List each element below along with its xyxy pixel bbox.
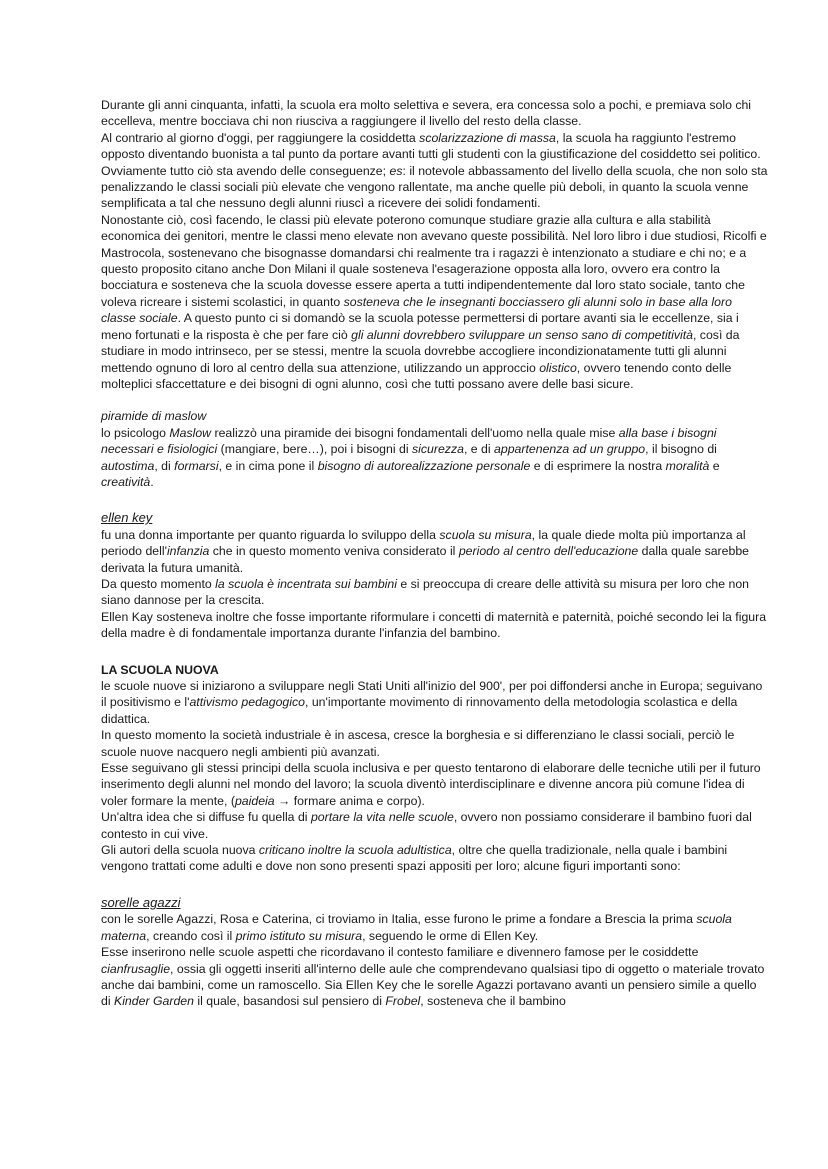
- italic-text-run: infanzia: [166, 544, 210, 559]
- italic-text-run: la scuola è incentrata sui bambini: [215, 576, 397, 591]
- text-run: , un'importante movimento di rinnovamento della metodologia scolastica e della didattica.: [101, 695, 738, 726]
- paragraph: [101, 678, 768, 727]
- text-run: lo psicologo: [101, 425, 170, 440]
- text-run: Gli autori della scuola nuova: [101, 843, 259, 858]
- italic-text-run: scuola su misura: [439, 527, 532, 542]
- text-run: , e in cima pone il: [218, 458, 318, 473]
- italic-text-run: scolarizzazione di massa: [419, 130, 556, 145]
- paragraph: [101, 609, 768, 642]
- italic-text-run: cianfrusaglie: [101, 961, 171, 976]
- text-run: le scuole nuove si iniziarono a sviluppare negli Stati Uniti all'inizio del 900', per poi diffondersi anche in Europa; seguivano il positivismo e l': [101, 679, 763, 710]
- section-heading-ellen-key: ellen key: [101, 510, 153, 526]
- text-run: , ovvero non possiamo considerare il bambino fuori dal contesto in cui vive.: [101, 810, 752, 841]
- text-run: Nonostante ciò, così facendo, le classi più elevate poterono comunque studiare grazie alla cultura e alla stabilità economica dei genitori, mentre le classi meno elevate non avevano queste possibilità. Nel loro libro i due studiosi, Ricolfi e Mastrocola, sostenevano che bisognasse domandarsi chi realmente tra i ragazzi è intenzionato a studiare e chi no; e a questo proposito citano anche Don Milani il quale sosteneva l'esagerazione opposta alla loro, ovvero era contro la bocciatura e sosteneva che la scuola dovesse essere aperta a tutti indipendentemente dal loro stato sociale, tanto che voleva ricreare i sistemi scolastici, in quanto: [101, 212, 767, 309]
- text-run: dalla quale sarebbe derivata la futura umanità.: [101, 544, 750, 575]
- italic-text-run: formarsi: [174, 458, 219, 473]
- text-run: Durante gli anni cinquanta, infatti, la scuola era molto selettiva e severa, era concessa solo a pochi, e premiava solo chi eccelleva, mentre bocciava chi non riusciva a raggiungere il livello del resto della classe.: [101, 98, 752, 129]
- spacer: [101, 490, 768, 510]
- paragraph: [101, 527, 768, 576]
- italic-text-run: criticano inoltre la scuola adultistica: [258, 843, 452, 858]
- text-run: fu una donna importante per quanto riguarda lo sviluppo della: [101, 527, 440, 542]
- text-run: , e di: [463, 442, 495, 457]
- paragraph: [101, 944, 768, 1010]
- paragraph: [101, 97, 768, 130]
- section-heading-scuola-nuova: LA SCUOLA NUOVA: [101, 662, 219, 677]
- paragraph: [101, 727, 768, 760]
- text-run: , così da studiare in modo intrinseco, per se stessi, mentre la scuola dovrebbe accogliere incondizionatamente tutti gli alunni mettendo ognuno di loro al centro della sua attenzione, utilizzando un approccio: [101, 327, 740, 375]
- text-run: , oltre che quella tradizionale, nella quale i bambini vengono trattati come adulti e dove non sono presenti spazi appositi per loro; alcune figuri importanti sono:: [101, 843, 728, 874]
- text-run: e si preoccupa di creare delle attività su misura per loro che non siano dannose per la crescita.: [101, 576, 749, 608]
- paragraph: [101, 842, 768, 875]
- paragraph: [101, 425, 768, 491]
- paragraph: [101, 760, 768, 809]
- italic-text-run: autostima: [101, 458, 155, 473]
- italic-text-run: attivismo pedagogico: [189, 695, 305, 710]
- italic-text-run: paideia: [234, 793, 275, 808]
- paragraph: [101, 576, 768, 609]
- italic-text-run: portare la vita nelle scuole: [310, 810, 454, 825]
- text-run: (mangiare, bere…), poi i bisogni di: [217, 442, 412, 457]
- text-run: , sosteneva che il bambino: [420, 994, 566, 1009]
- text-run: , il bisogno di: [645, 442, 717, 457]
- italic-text-run: gli alunni dovrebbero sviluppare un senso sano di competitività: [351, 327, 693, 342]
- paragraph: [101, 130, 768, 212]
- italic-text-run: Kinder Garden: [114, 994, 194, 1009]
- text-run: : il notevole abbassamento del livello della scuola, che non solo sta penalizzando le classi sociali più elevate che vengono rallentate, ma anche quelle più deboli, in quanto la scuola venne semplificata a tal che nessuno degli alunni riuscì a ricevere dei solidi fondamenti.: [101, 163, 768, 211]
- text-run: → formare anima e corpo).: [274, 793, 425, 808]
- text-run: Ellen Kay sosteneva inoltre che fosse importante riformulare i concetti di maternità e paternità, poiché secondo lei la figura della madre è di fondamentale importanza durante l'infanzia del bambino.: [101, 609, 767, 641]
- text-run: Da questo momento: [101, 576, 216, 591]
- text-run: In questo momento la società industriale è in ascesa, cresce la borghesia e si differenziano le classi sociali, perciò le scuole nuove nacquero negli ambienti più avanzati.: [101, 728, 735, 759]
- italic-text-run: primo istituto su misura: [235, 928, 363, 943]
- text-run: Un'altra idea che si diffuse fu quella di: [101, 810, 311, 825]
- text-run: , la quale diede molta più importanza al periodo dell': [101, 527, 746, 559]
- text-run: Al contrario al giorno d'oggi, per raggiungere la cosiddetta: [101, 130, 420, 145]
- italic-text-run: moralità: [665, 458, 710, 473]
- text-run: , ossia gli oggetti inseriti all'interno delle aule che comprendevano qualsiasi tipo di oggetto o materiale trovato anche dai bambini, come un ramoscello. Sia Ellen Key che le sorelle Agazzi portavano avanti un pensiero simile a quello di: [101, 961, 765, 1009]
- paragraph: [101, 809, 768, 842]
- italic-text-run: sosteneva che le insegnanti bocciassero gli alunni solo in base alla loro classe sociale: [101, 294, 732, 326]
- italic-text-run: periodo al centro dell'educazione: [458, 544, 639, 559]
- text-run: il quale, basandosi sul pensiero di: [193, 994, 386, 1009]
- paragraph: [101, 212, 768, 392]
- text-run: , ovvero tenendo conto delle molteplici sfaccettature e dei bisogni di ogni alunno, così che tutti possano avere delle basi sicure.: [101, 360, 732, 391]
- text-run: , la scuola ha raggiunto l'estremo opposto diventando buonista a tal punto da portare avanti tutti gli studenti con la giustificazione del cosiddetto sei politico. Ovviamente tutto ciò sta avendo delle conseguenze;: [101, 130, 761, 178]
- text-run: e di esprimere la nostra: [530, 458, 666, 473]
- italic-text-run: alla base i bisogni necessari e fisiologici: [101, 425, 717, 457]
- italic-text-run: Maslow: [169, 425, 212, 440]
- italic-text-run: scuola materna: [101, 912, 732, 943]
- spacer: [101, 875, 768, 895]
- text-run: Esse inserirono nelle scuole aspetti che ricordavano il contesto familiare e divennero famose per le cosiddette: [101, 945, 699, 960]
- section-heading-maslow: piramide di maslow: [101, 409, 207, 424]
- italic-text-run: creatività: [101, 474, 151, 489]
- text-run: con le sorelle Agazzi, Rosa e Caterina, ci troviamo in Italia, esse furono le prime a fondare a Brescia la prima: [101, 912, 697, 927]
- text-run: . A questo punto ci si domandò se la scuola potesse permettersi di portare avanti sia le eccellenze, sia i meno fortunati e la risposta è che per fare ciò: [101, 311, 739, 342]
- text-run: , creando così il: [146, 928, 236, 943]
- italic-text-run: appartenenza ad un gruppo: [494, 442, 646, 457]
- italic-text-run: es: [389, 163, 403, 178]
- text-run: Esse seguivano gli stessi principi della scuola inclusiva e per questo tentarono di elaborare delle tecniche utili per il futuro inserimento degli alunni nel mondo del lavoro; la scuola diventò interdisciplinare e divenne ancora più comune l'idea di voler formare la mente, (: [101, 761, 761, 808]
- text-run: .: [150, 474, 154, 489]
- paragraph: [101, 911, 768, 944]
- text-run: , di: [154, 458, 175, 473]
- text-run: , seguendo le orme di Ellen Key.: [362, 928, 539, 943]
- section-heading-sorelle-agazzi: sorelle agazzi: [101, 894, 181, 910]
- italic-text-run: olistico: [539, 360, 577, 375]
- italic-text-run: sicurezza: [412, 442, 464, 457]
- italic-text-run: Frobel: [385, 994, 421, 1009]
- text-run: e: [709, 458, 720, 473]
- text-run: che in questo momento veniva considerato il: [209, 544, 459, 559]
- text-run: realizzò una piramide dei bisogni fondamentali dell'uomo nella quale mise: [211, 425, 619, 440]
- spacer: [101, 642, 768, 662]
- spacer: [101, 392, 768, 408]
- italic-text-run: bisogno di autorealizzazione personale: [317, 458, 531, 473]
